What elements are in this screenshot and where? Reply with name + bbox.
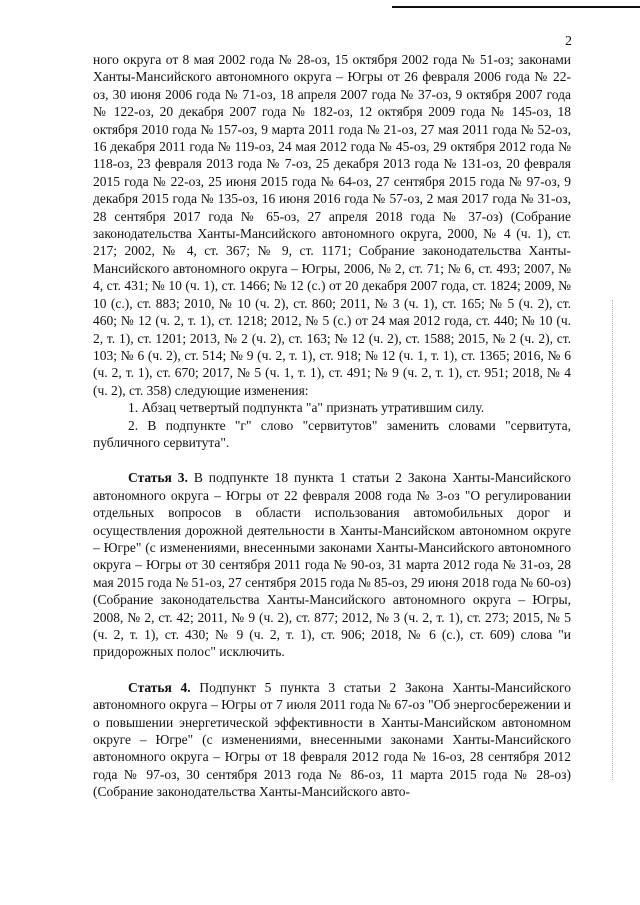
amendment-item-2: 2. В подпункте "г" слово "сервитутов" заменить словами "сервитута, публичного сервитута". xyxy=(93,417,571,450)
article-4-heading: Статья 4. xyxy=(128,679,191,695)
document-body xyxy=(93,51,571,801)
article-3-heading: Статья 3. xyxy=(128,470,188,486)
article-3 xyxy=(93,469,571,660)
page-number: 2 xyxy=(565,34,572,49)
article-4-text: Подпункт 5 пункта 3 статьи 2 Закона Ханты-Мансийского автономного округа – Югры от 7 июля 2011 года № 67-оз "Об энергосбережении и о повышении энергетической эффективности в Ханты-Мансийском автономном округе – Югре" (с изменениями, внесенными законами Ханты-Мансийского автономного округа – Югры от 18 февраля 2012 года № 16-оз, 28 сентября 2012 года № 97-оз, 30 сентября 2013 года № 86-оз, 11 марта 2015 года № 28-оз) (Собрание законодательства Ханты-Мансийского авто- xyxy=(93,679,571,800)
scan-edge-marks xyxy=(612,300,614,780)
paragraph-continuation: ного округа от 8 мая 2002 года № 28-оз, 15 октября 2002 года № 51-оз; законами Ханты-Мансийского автономного округа – Югры от 26 февраля 2006 года № 22-оз, 30 июня 2006 года № 71-оз, 18 апреля 2007 года № 37-оз, 9 октября 2007 года № 122-оз, 20 декабря 2007 года № 182-оз, 12 октября 2009 года № 145-оз, 18 октября 2010 года № 157-оз, 9 марта 2011 года № 21-оз, 27 мая 2011 года № 52-оз, 16 декабря 2011 года № 119-оз, 24 мая 2012 года № 45-оз, 29 октября 2012 года № 118-оз, 23 февраля 2013 года № 7-оз, 25 декабря 2013 года № 131-оз, 20 февраля 2015 года № 22-оз, 25 июня 2015 года № 64-оз, 27 сентября 2015 года № 97-оз, 9 декабря 2015 года № 135-оз, 16 июня 2016 года № 57-оз, 2 мая 2017 года № 31-оз, 28 сентября 2017 года № 65-оз, 27 апреля 2018 года № 37-оз) (Собрание законодательства Ханты-Мансийского автономного округа, 2000, № 4 (ч. 1), ст. 217; 2002, № 4, ст. 367; № 9, ст. 1171; Собрание законодательства Ханты-Мансийского автономного округа – Югры, 2006, № 2, ст. 71; № 6, ст. 493; 2007, № 4, ст. 431; № 10 (ч. 1), ст. 1466; № 12 (с.) от 20 декабря 2007 года, ст. 1824; 2009, № 10 (с.), ст. 883; 2010, № 10 (ч. 2), ст. 860; 2011, № 3 (ч. 1), ст. 165; № 5 (ч. 2), ст. 460; № 12 (ч. 2, т. 1), ст. 1218; 2012, № 5 (с.) от 24 мая 2012 года, ст. 440; № 10 (ч. 2, т. 1), ст. 1201; 2013, № 2 (ч. 2), ст. 163; № 12 (ч. 2), ст. 1588; 2015, № 2 (ч. 2), ст. 103; № 6 (ч. 2), ст. 514; № 9 (ч. 2, т. 1), ст. 918; № 12 (ч. 1, т. 1), ст. 1365; 2016, № 6 (ч. 2, т. 1), ст. 670; 2017, № 5 (ч. 1, т. 1), ст. 491; № 9 (ч. 2, т. 1), ст. 951; 2018, № 4 (ч. 2), ст. 358) следующие изменения: xyxy=(93,52,571,398)
amendment-item-1: 1. Абзац четвертый подпункта "а" признать утратившим силу. xyxy=(128,400,485,416)
header-rule xyxy=(392,6,640,8)
article-3-text: В подпункте 18 пункта 1 статьи 2 Закона Ханты-Мансийского автономного округа – Югры от 22 февраля 2008 года № 3-оз "О регулировании отдельных вопросов в области использования автомобильных дорог и осуществления дорожной деятельности в Ханты-Мансийском автономном округе – Югре" (с изменениями, внесенными законами Ханты-Мансийского автономного округа – Югры от 30 сентября 2011 года № 90-оз, 31 марта 2012 года № 31-оз, 28 мая 2015 года № 51-оз, 27 сентября 2015 года № 85-оз, 29 июня 2018 года № 60-оз) (Собрание законодательства Ханты-Мансийского автономного округа – Югры, 2008, № 2, ст. 42; 2011, № 9 (ч. 2), ст. 877; 2012, № 3 (ч. 2, т. 1), ст. 273; 2015, № 5 (ч. 2, т. 1), ст. 430; № 9 (ч. 2, т. 1), ст. 906; 2018, № 6 (с.), ст. 609) слова "и придорожных полос" исключить. xyxy=(93,470,571,660)
article-4 xyxy=(93,679,571,801)
